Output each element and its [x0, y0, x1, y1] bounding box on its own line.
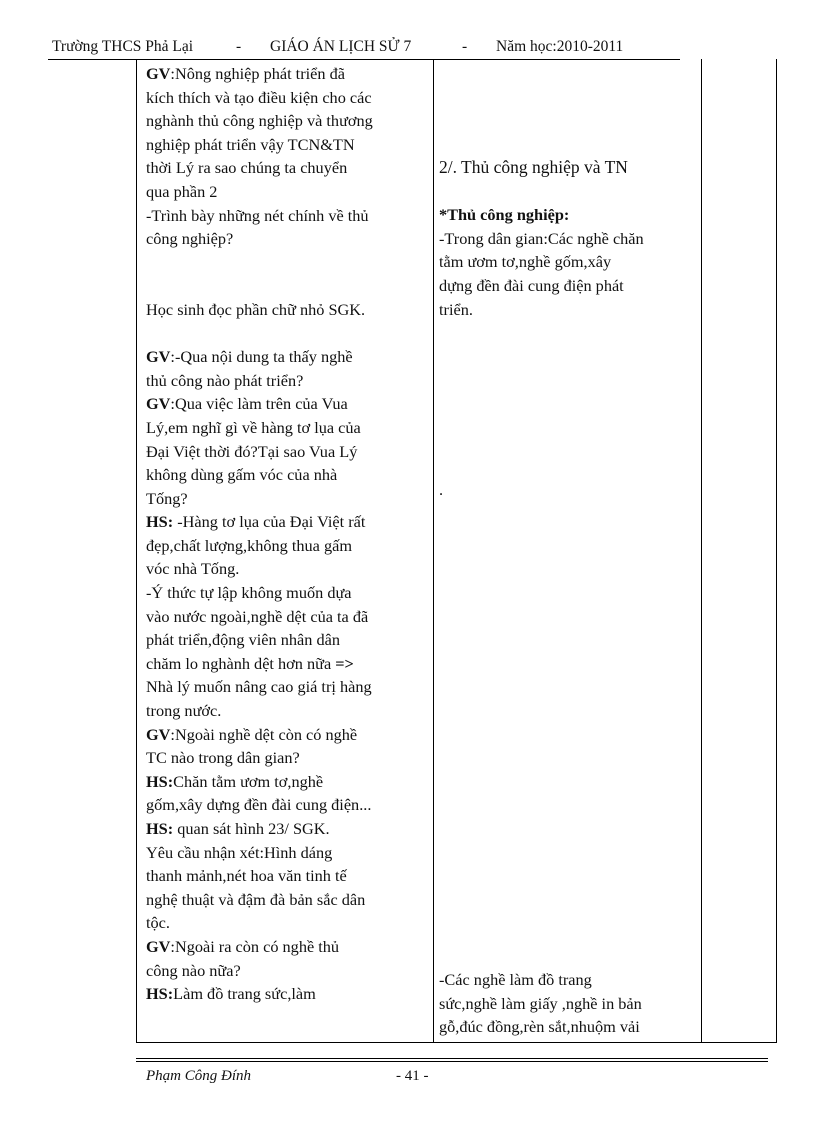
- column-divider: [433, 59, 434, 1043]
- text-line: HS: quan sát hình 23/ SGK.: [146, 819, 330, 838]
- text-line: nghành thủ công nghiệp và thương: [146, 111, 373, 131]
- header-school: Trường THCS Phả Lại: [52, 38, 194, 55]
- text-line: TC nào trong dân gian?: [146, 748, 300, 768]
- text-line: gốm,xây dựng đền đài cung điện...: [146, 795, 372, 815]
- text-line: [146, 322, 373, 346]
- text-line: Nhà lý muốn nâng cao giá trị hàng: [146, 677, 372, 697]
- text-line: Yêu cầu nhận xét:Hình dáng: [146, 842, 333, 862]
- text-line: công nghiệp?: [146, 229, 234, 249]
- content-column: [439, 478, 443, 502]
- text-line: trong nước.: [146, 701, 222, 721]
- text-line: GV:-Qua nội dung ta thấy nghề: [146, 347, 353, 367]
- header-year: Năm học:2010-2011: [496, 38, 624, 55]
- text-line: HS:Chăn tằm ươm tơ,nghề: [146, 771, 324, 791]
- text-line: thanh mảnh,nét hoa văn tinh tế: [146, 866, 347, 886]
- activity-column: [146, 62, 373, 1006]
- header-subject: GIÁO ÁN LỊCH SỬ 7: [270, 38, 412, 55]
- sub-title: *Thủ công nghiệp:: [439, 205, 570, 225]
- text-line: [146, 274, 373, 298]
- content-column: [439, 156, 644, 321]
- text-line: GV:Ngoài nghề dệt còn có nghề: [146, 724, 358, 744]
- footer-author: Phạm Công Đính: [146, 1068, 251, 1084]
- text-line: GV:Ngoài ra còn có nghề thủ: [146, 936, 340, 956]
- text-line: tộc.: [146, 913, 170, 933]
- text-line: triển.: [439, 299, 473, 319]
- text-line: -Trong dân gian:Các nghề chăn: [439, 228, 644, 248]
- column-divider: [701, 59, 702, 1043]
- text-line: qua phần 2: [146, 181, 218, 201]
- footer-rule: [136, 1061, 768, 1062]
- text-line: Lý,em nghĩ gì về hàng tơ lụa của: [146, 417, 361, 437]
- text-line: .: [439, 480, 444, 499]
- text-line: dựng đền đài cung điện phát: [439, 275, 624, 295]
- text-line: Đại Việt thời đó?Tại sao Vua Lý: [146, 441, 358, 461]
- text-line: HS:Làm đồ trang sức,làm: [146, 984, 316, 1004]
- text-line: HS: -Hàng tơ lụa của Đại Việt rất: [146, 512, 366, 532]
- text-line: gỗ,đúc đồng,rèn sắt,nhuộm vải: [439, 1017, 640, 1037]
- text-line: công nào nữa?: [146, 960, 241, 980]
- text-line: không dùng gấm vóc của nhà: [146, 465, 338, 485]
- section-title: 2/. Thủ công nghiệp và TN: [439, 157, 628, 177]
- text-line: tằm ươm tơ,nghề gốm,xây: [439, 252, 612, 272]
- text-line: thời Lý ra sao chúng ta chuyển: [146, 158, 348, 178]
- text-line: chăm lo nghành dệt hơn nữa =>: [146, 653, 354, 673]
- text-line: sức,nghề làm giấy ,nghề in bản: [439, 993, 642, 1013]
- text-line: -Ý thức tự lập không muốn dựa: [146, 583, 352, 603]
- text-line: vóc nhà Tống.: [146, 559, 240, 579]
- text-line: nghệ thuật và đậm đà bản sắc dân: [146, 889, 366, 909]
- text-line: [439, 180, 644, 204]
- text-line: -Trình bày những nét chính về thủ: [146, 205, 369, 225]
- text-line: vào nước ngoài,nghề dệt của ta đã: [146, 606, 369, 626]
- text-line: GV:Nông nghiệp phát triển đã: [146, 64, 345, 83]
- text-line: thủ công nào phát triển?: [146, 370, 304, 390]
- text-line: nghiệp phát triển vậy TCN&TN: [146, 134, 355, 154]
- header-separator: -: [236, 38, 242, 55]
- text-line: phát triển,động viên nhân dân: [146, 630, 340, 650]
- text-line: kích thích và tạo điều kiện cho các: [146, 87, 372, 107]
- page-number: - 41 -: [396, 1068, 429, 1084]
- text-line: đẹp,chất lượng,không thua gấm: [146, 535, 352, 555]
- text-line: [146, 251, 373, 275]
- footer-rule: [136, 1058, 768, 1059]
- header-separator: -: [462, 38, 468, 55]
- content-column: [439, 968, 642, 1039]
- text-line: Học sinh đọc phần chữ nhỏ SGK.: [146, 299, 366, 319]
- text-line: Tống?: [146, 488, 188, 508]
- text-line: -Các nghề làm đồ trang: [439, 970, 592, 989]
- text-line: GV:Qua việc làm trên của Vua: [146, 394, 348, 414]
- page-header: [52, 38, 684, 58]
